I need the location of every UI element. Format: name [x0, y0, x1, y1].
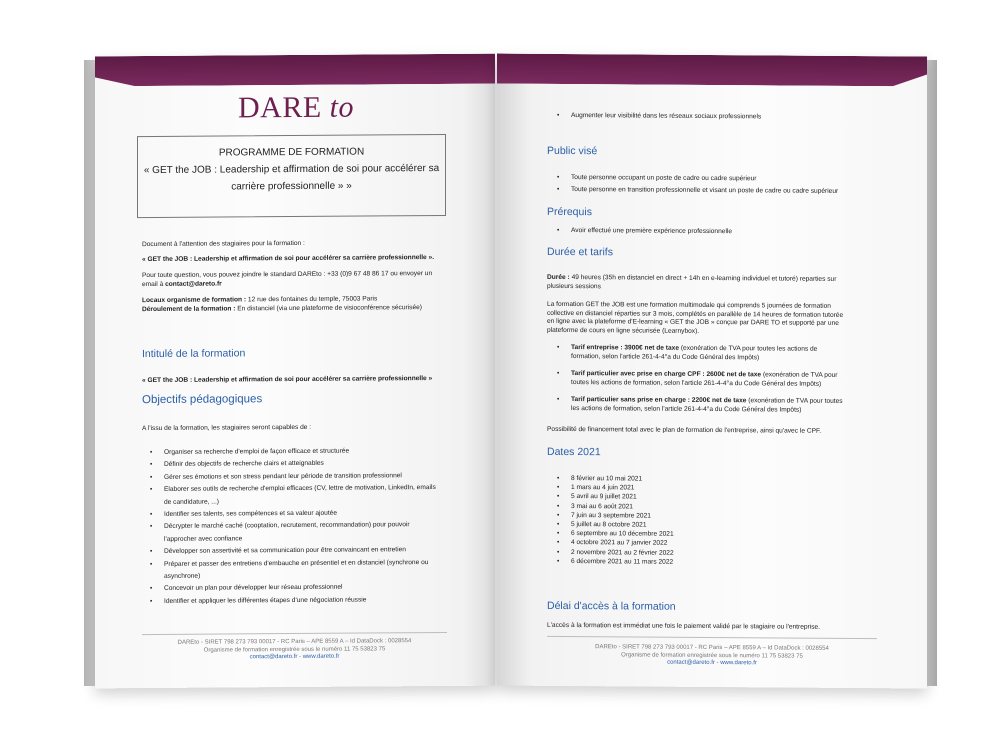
date-item: • 2 novembre 2021 au 2 février 2022	[557, 548, 857, 559]
left-page	[95, 54, 495, 689]
contact-line-2: email à contact@dareto.fr	[142, 280, 222, 289]
right-footer	[562, 644, 862, 669]
tarif-particulier: • Tarif particulier sans prise en charge : 2200€ net de taxe (exonération de TVA pour toutes les actions de formation, selon l'article 261-4-4°a du Code Général des Impôts)	[557, 396, 917, 416]
footer-legal: DAREto - SIRET 798 273 793 00017 - RC Paris – APE 8559 A – Id DataDock : 0028554	[177, 638, 412, 646]
date-item: • 7 juin au 3 septembre 2021	[557, 511, 857, 522]
footer-legal: DAREto - SIRET 798 273 793 00017 - RC Paris – APE 8559 A – Id DataDock : 0028554	[595, 644, 829, 652]
objective-continuation: asynchrone)	[164, 572, 201, 580]
objective-item: • Concevoir un plan pour développer leur réseau professionnel	[150, 581, 470, 596]
heading-duree: Durée et tarifs	[547, 245, 613, 259]
date-item: • 5 avril au 9 juillet 2021	[557, 492, 857, 503]
objective-item: • Organiser sa recherche d'emploi de façon efficace et structurée	[150, 445, 470, 460]
delivery-line: Déroulement de la formation : En distanciel (via une plateforme de visioconférence sécurisée)	[142, 304, 423, 314]
objective-item: • Elaborer ses outils de recherche d'emploi efficaces (CV, lettre de motivation, LinkedIn, emails	[150, 482, 470, 497]
heading-dates: Dates 2021	[547, 445, 601, 459]
footer-web-link[interactable]: www.dareto.fr	[720, 660, 757, 667]
objective-continuation: l'approcher avec confiance	[164, 535, 243, 543]
tarif-cpf: • Tarif particulier avec prise en charge CPF : 2600€ net de taxe (exonération de TVA pour toutes les actions de formation, selon l'article 261-4-4°a du Code Général des Impôts)	[557, 370, 917, 390]
public-item: • Toute personne en transition professionnelle et visant un poste de cadre ou cadre supérieur	[557, 184, 917, 198]
description-line: plateforme de cours en ligne sécurisée (Learnybox).	[547, 326, 700, 335]
intro-block	[142, 238, 462, 315]
public-item: • Toute personne occupant un poste de cadre ou cadre supérieur	[557, 172, 917, 186]
heading-objectifs: Objectifs pédagogiques	[142, 393, 263, 407]
program-title-box	[137, 134, 446, 218]
tarifs-list	[557, 344, 917, 416]
footer-links: contact@dareto.fr - www.dareto.fr	[667, 659, 757, 667]
header-band	[497, 53, 927, 86]
footer-web-link[interactable]: www.dareto.fr	[302, 653, 340, 661]
top-bullet-list	[557, 111, 897, 123]
objective-item: • Développer son assertivité et sa communication pour être convaincant en entretien	[150, 544, 470, 559]
financement-text: Possibilité de financement total avec le plan de formation de l'entreprise, ainsi qu'avec le CPF.	[547, 425, 822, 435]
objectifs-intro: A l'issu de la formation, les stagiaires seront capables de :	[142, 423, 312, 433]
description-line: collective en distanciel réparties sur 3 mois, complétés en parallèle de 14 heures de formation tutorée	[547, 309, 844, 319]
footer-rule	[142, 632, 447, 635]
objective-item: • Identifier et appliquer les différentes étapes d'une négociation réussie	[150, 594, 470, 609]
visibility-bullet: • Augmenter leur visibilité dans les réseaux sociaux professionnels	[557, 111, 897, 123]
header-band	[95, 54, 495, 87]
date-item: • 5 juillet au 8 octobre 2021	[557, 520, 857, 531]
objective-continuation: de candidature, ...)	[164, 498, 219, 506]
date-item: • 1 mars au 4 juin 2021	[557, 483, 857, 494]
footer-email-link[interactable]: contact@dareto.fr	[249, 654, 298, 661]
heading-delai: Délai d'accès à la formation	[547, 599, 676, 613]
objectives-list	[150, 445, 470, 609]
heading-public: Public visé	[547, 144, 598, 158]
intro-text: Document à l'attention des stagiaires pour la formation :	[142, 239, 305, 249]
date-item: • 3 mai au 6 août 2021	[557, 502, 857, 513]
left-footer	[142, 638, 447, 663]
objective-item: • Identifier ses talents, ses compétences et sa valeur ajoutée	[150, 507, 470, 522]
program-title: PROGRAMME DE FORMATION	[218, 146, 365, 159]
objective-item: • Gérer ses émotions et son stress pendant leur période de transition professionnel	[150, 470, 470, 485]
heading-prerequis: Prérequis	[547, 205, 592, 219]
intro-title: « GET the JOB : Leadership et affirmation de soi pour accélérer sa carrière professionnelle ».	[142, 254, 435, 264]
prerequis-item: • Avoir effectué une première expérience professionnelle	[557, 226, 917, 238]
footer-email-link[interactable]: contact@dareto.fr	[667, 659, 715, 667]
date-item: • 6 décembre 2021 au 11 mars 2022	[557, 557, 857, 568]
public-list	[557, 172, 917, 198]
footer-rule	[547, 636, 877, 639]
heading-intitule: Intitulé de la formation	[142, 347, 246, 361]
prerequis-list	[557, 226, 917, 238]
date-item: • 4 octobre 2021 au 7 janvier 2022	[557, 538, 857, 549]
date-item: • 8 février au 10 mai 2021	[557, 474, 857, 485]
footer-registration: Organisme de formation enregistrée sous le numéro 11 75 53823 75	[203, 645, 386, 654]
contact-email[interactable]: contact@dareto.fr	[165, 280, 222, 289]
delai-text: L'accès à la formation est immédiat une fois le paiement validé par le stagiaire ou l'entreprise.	[547, 621, 821, 631]
program-subtitle-1: « GET the JOB : Leadership et affirmation de soi pour accélérer sa	[143, 162, 440, 177]
program-subtitle-2: carrière professionnelle » »	[231, 180, 352, 193]
duree-line-2: plusieurs sessions	[547, 283, 601, 291]
objective-item: • Définir des objectifs de recherche clairs et atteignables	[150, 457, 470, 472]
description-line: en ligne avec la plateforme d'E-learning « GET the JOB » conçue par DARE TO et supporté par une	[547, 318, 839, 328]
right-page	[497, 53, 927, 688]
footer-registration: Organisme de formation enregistrée sous le numéro 11 75 53823 75	[621, 651, 803, 660]
dareto-logo: DARE to	[238, 90, 355, 125]
dates-list	[557, 474, 857, 568]
location-line: Locaux organisme de formation : 12 rue des fontaines du temple, 75003 Paris	[142, 295, 378, 304]
contact-line: Pour toute question, vous pouvez joindre le standard DAREto : +33 (0)9 67 48 86 17 ou envoyer un	[142, 269, 433, 279]
footer-links: contact@dareto.fr - www.dareto.fr	[249, 653, 340, 661]
description-block	[547, 301, 917, 338]
objective-item: • Préparer et passer des entretiens d'embauche en présentiel et en distanciel (synchrone ou	[150, 556, 470, 571]
duree-line: Durée : 49 heures (35h en distanciel en direct + 14h en e-learning individuel et tutoré) reparties sur	[547, 273, 837, 283]
description-line: La formation GET the JOB est une formation multimodale qui comprends 5 journées de formation	[547, 300, 831, 310]
intitule-text: « GET the JOB : Leadership et affirmation de soi pour accélérer sa carrière professionnelle »	[142, 375, 433, 385]
duree-block	[547, 273, 912, 294]
tarif-entreprise: • Tarif entreprise : 3900€ net de taxe (exonération de TVA pour toutes les actions de formation, selon l'article 261-4-4°a du Code Général des Impôts)	[557, 344, 917, 364]
objective-item: • Décrypter le marché caché (cooptation, recrutement, recommandation) pour pouvoir	[150, 519, 470, 534]
date-item: • 6 septembre au 10 décembre 2021	[557, 529, 857, 540]
